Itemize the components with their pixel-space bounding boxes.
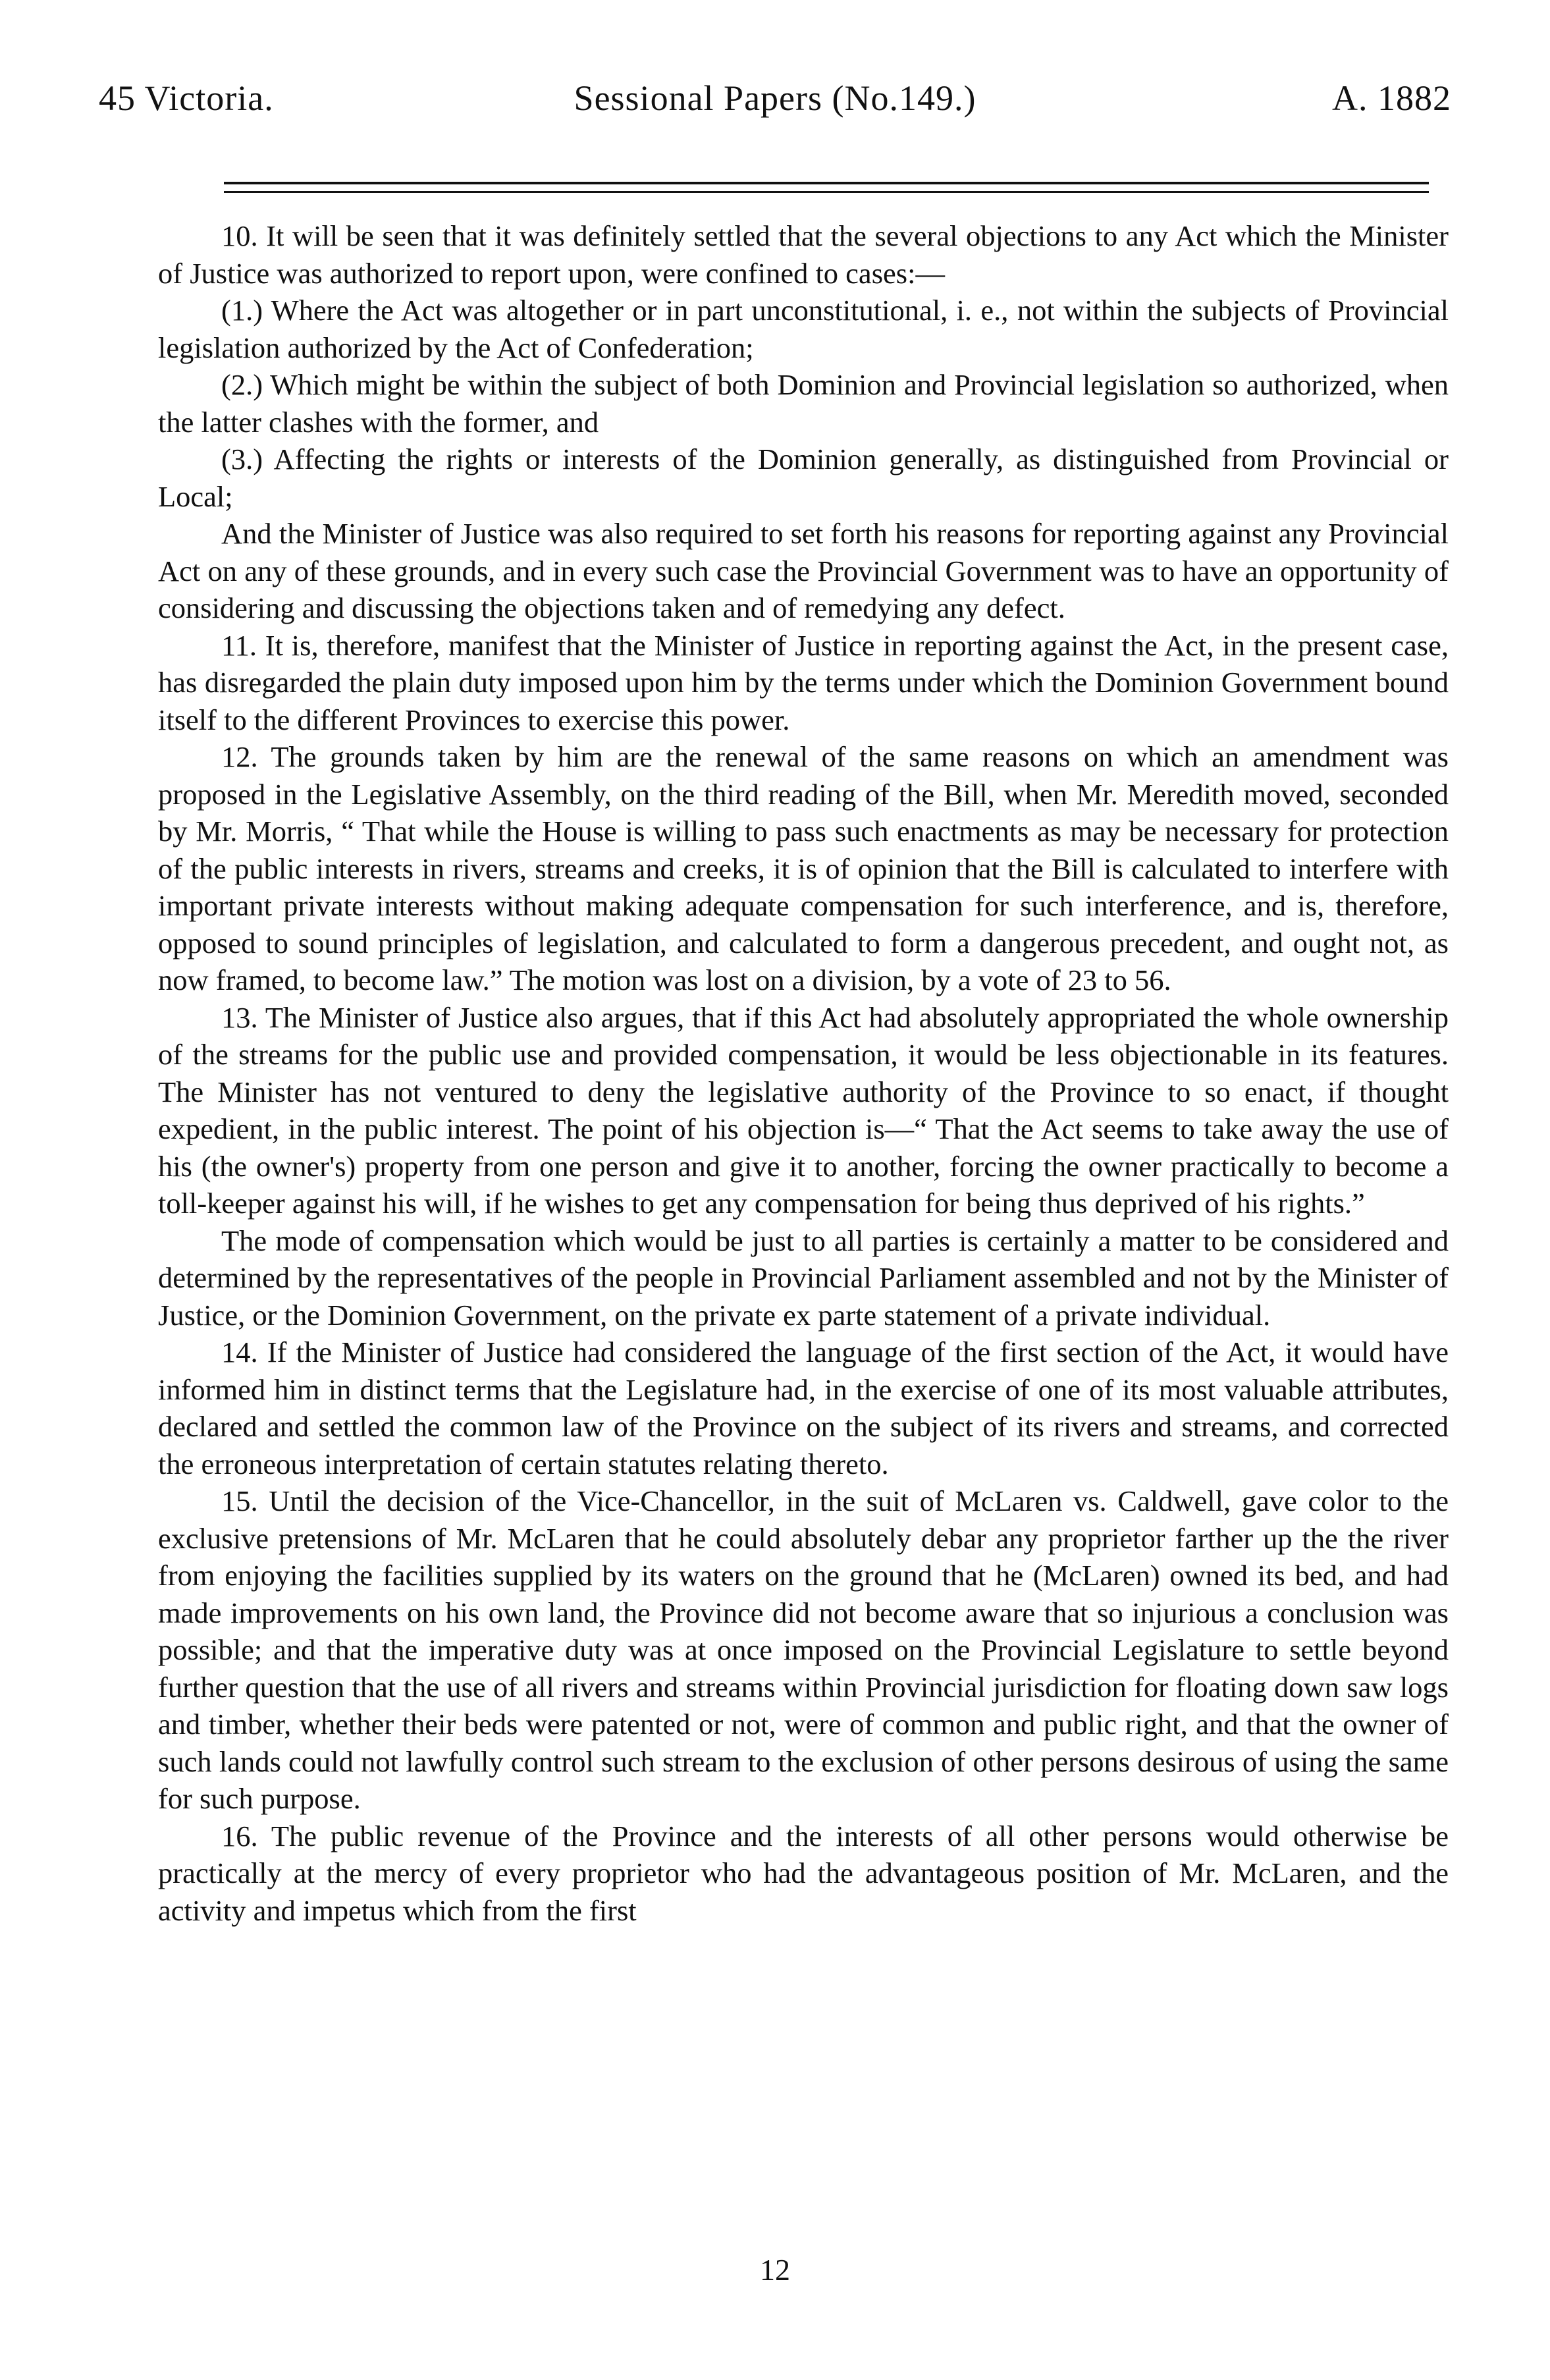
header-rule-top [224,182,1429,184]
header-title: Sessional Papers (No.149.) [574,78,976,118]
clause-2: (2.) Which might be within the subject of both Dominion and Provincial legislation so authorized, when the latter clashes with the former, and [158,368,1449,439]
paragraph-15: 15. Until the decision of the Vice-Chancellor, in the suit of McLaren vs. Caldwell, gave color to the exclusive pretensions of Mr. McLaren that he could absolutely debar any proprietor farther up the the river from enjoying the facilities supplied by its waters on the ground that he (McLaren) owned its bed, and had made improvements on his own land, the Province did not become aware that so injurious a conclusion was possible; and that the imperative duty was at once imposed on the Provincial Legislature to settle beyond further question that the use of all rivers and streams within Provincial jurisdiction for floating down saw logs and timber, whether their beds were patented or not, were of common and public right, and that the owner of such lands could not lawfully control such stream to the exclusion of other persons desirous of using the same for such purpose. [158,1484,1449,1815]
header-rule-bottom [224,191,1429,193]
paragraph-compensation: The mode of compensation which would be just to all parties is certainly a matter to be considered and determined by the representatives of the people in Provincial Parliament assembled and not by the Minister of Justice, or the Dominion Government, on the private ex parte statement of a private individual. [158,1224,1449,1332]
running-header [99,78,1451,130]
header-series: A. 1882 [1332,78,1451,118]
paragraph-14: 14. If the Minister of Justice had considered the language of the first section of the Act, it would have informed him in distinct terms that the Legislature had, in the exercise of one of its most valuable attributes, declared and settled the common law of the Province on the subject of its rivers and streams, and corrected the erroneous interpretation of certain statutes relating thereto. [158,1336,1449,1480]
page-number: 12 [760,2253,790,2286]
paragraph-reasons: And the Minister of Justice was also required to set forth his reasons for reporting against any Provincial Act on any of these grounds, and in every such case the Provincial Government was to have an opportunity of considering and discussing the objections taken and of remedying any defect. [158,517,1449,624]
paragraph-16: 16. The public revenue of the Province and the interests of all other persons would otherwise be practically at the mercy of every proprietor who had the advantageous position of Mr. McLaren, and the activity and impetus which from the first [158,1819,1449,1927]
clause-3: (3.) Affecting the rights or interests of the Dominion generally, as distinguished from Provincial or Local; [158,443,1449,513]
paragraph-13: 13. The Minister of Justice also argues, that if this Act had absolutely appropriated the whole ownership of the streams for the public use and provided compensation, it would be less objectionable in its features. The Minister has not ventured to deny the legislative authority of the Province to so enact, if thought expedient, in the public interest. The point of his objection is—“ That the Act seems to take away the use of his (the owner's) property from one person and give it to another, forcing the owner practically to become a toll-keeper against his will, if he wishes to get any compensation for being thus deprived of his rights.” [158,1000,1449,1220]
paragraph-11: 11. It is, therefore, manifest that the Minister of Justice in reporting against the Act, in the present case, has disregarded the plain duty imposed upon him by the terms under which the Dominion Government bound itself to the different Provinces to exercise this power. [158,628,1449,736]
paragraph-12: 12. The grounds taken by him are the renewal of the same reasons on which an amendment was proposed in the Legislative Assembly, on the third reading of the Bill, when Mr. Meredith moved, seconded by Mr. Morris, “ That while the House is willing to pass such enactments as may be necessary for protection of the public interests in rivers, streams and creeks, it is of opinion that the Bill is calculated to interfere with important private interests without making adequate compensation for such interference, and is, therefore, opposed to sound principles of legislation, and calculated to form a dangerous precedent, and ought not, as now framed, to become law.” The motion was lost on a division, by a vote of 23 to 56. [158,740,1449,996]
paragraph-10: 10. It will be seen that it was definitely settled that the several objections to any Act which the Minister of Justice was authorized to report upon, were confined to cases:— [158,219,1449,290]
clause-1: (1.) Where the Act was altogether or in part unconstitutional, i. e., not within the subjects of Provincial legislation authorized by the Act of Confederation; [158,294,1449,364]
body-text [158,217,1449,1929]
header-volume: 45 Victoria. [99,78,274,118]
